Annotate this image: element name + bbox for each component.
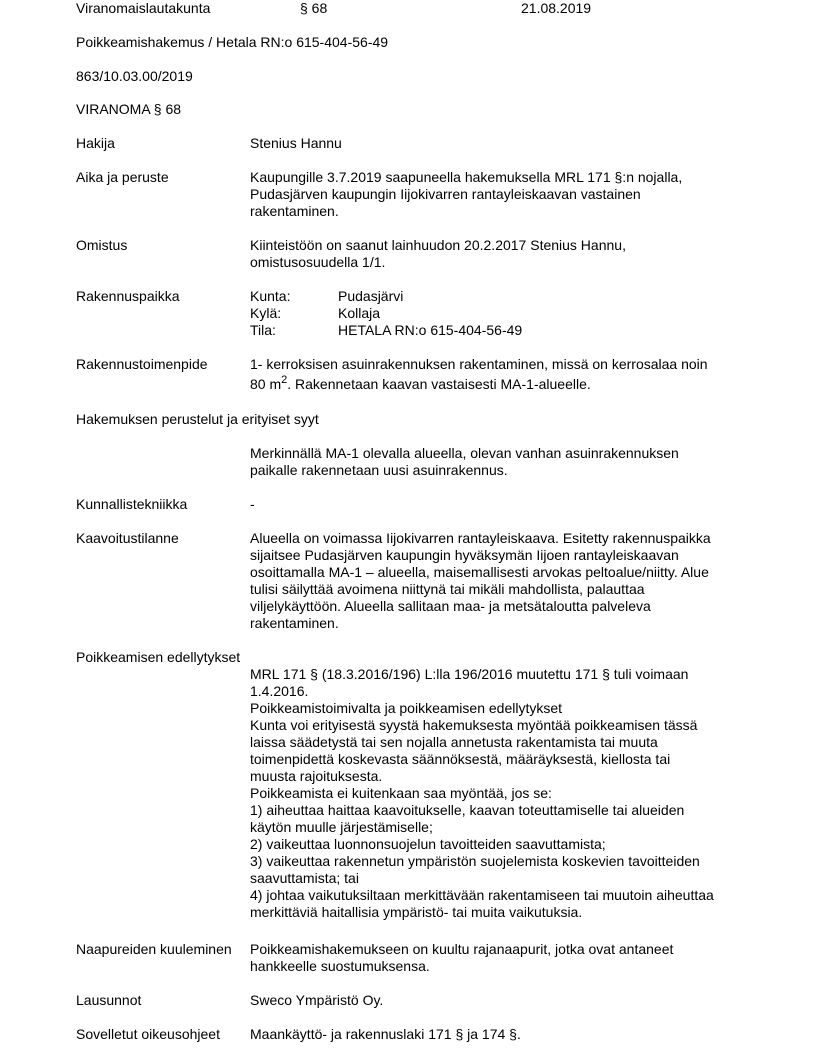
- header-section: § 68: [300, 0, 328, 16]
- text-line: toimenpidettä koskevasta säännöksestä, määräyksestä, kiellosta tai: [250, 751, 671, 767]
- time-basis-text: [250, 169, 740, 220]
- text-line: Poikkeamishakemukseen on kuultu rajanaapurit, jotka ovat antaneet: [250, 941, 674, 957]
- text-line: 1) aiheuttaa haittaa kaavoitukselle, kaavan toteuttamiselle tai alueiden: [250, 802, 685, 818]
- site-estate-value: HETALA RN:o 615-404-56-49: [338, 322, 523, 338]
- ownership-text: [250, 237, 740, 271]
- construction-measure-line2: [250, 376, 591, 393]
- municipal-engineering-label: Kunnallistekniikka: [76, 496, 188, 512]
- applied-law-value: Maankäyttö- ja rakennuslaki 171 § ja 174 §.: [250, 1026, 521, 1042]
- text-line: Merkinnällä MA-1 olevalla alueella, olevan vanhan asuinrakennuksen: [250, 445, 679, 461]
- text-line: omistusosuudella 1/1.: [250, 254, 386, 270]
- text-line: hankkeelle suostumuksensa.: [250, 958, 430, 974]
- construction-measure-line1: 1- kerroksisen asuinrakennuksen rakentaminen, missä on kerrosalaa noin: [250, 356, 708, 372]
- text-line: Kiinteistöön on saanut lainhuudon 20.2.2017 Stenius Hannu,: [250, 237, 626, 253]
- applicant-value: Stenius Hannu: [250, 135, 342, 151]
- text-line: MRL 171 § (18.3.2016/196) L:lla 196/2016 muutettu 171 § tuli voimaan: [250, 666, 689, 682]
- text-line: laissa säädetystä tai sen nojalla annetusta rakentamista tai muuta: [250, 734, 658, 750]
- text-line: 2) vaikeuttaa luonnonsuojelun tavoitteiden saavuttamista;: [250, 836, 606, 852]
- header-date: 21.08.2019: [521, 0, 592, 16]
- area-unit-superscript: 2: [281, 374, 288, 386]
- time-basis-label: Aika ja peruste: [76, 169, 169, 185]
- exemption-conditions-text: [250, 666, 740, 921]
- subject-line: Poikkeamishakemus / Hetala RN:o 615-404-56-49: [76, 34, 389, 50]
- site-village-value: Kollaja: [338, 305, 381, 321]
- text-line: muusta rajoituksesta.: [250, 768, 383, 784]
- application-grounds-text: [250, 445, 740, 479]
- text-line: 3) vaikeuttaa rakennetun ympäristön suojelemista koskevien tavoitteiden: [250, 853, 700, 869]
- text-line: Poikkeamistoimivalta ja poikkeamisen edellytykset: [250, 700, 563, 716]
- text-line: sijaitsee Pudasjärven kaupungin hyväksymän Iijoen rantayleiskaavan: [250, 547, 679, 563]
- text-line: rakentaminen.: [250, 203, 339, 219]
- building-site-label: Rakennuspaikka: [76, 288, 180, 304]
- neighbor-consultation-text: [250, 941, 740, 975]
- site-estate-key: Tila:: [250, 322, 276, 338]
- text-line: 1.4.2016.: [250, 683, 309, 699]
- zoning-status-label: Kaavoitustilanne: [76, 530, 179, 546]
- text-line: merkittäviä haitallisia ympäristö- tai muita vaikutuksia.: [250, 904, 583, 920]
- municipal-engineering-value: -: [250, 496, 255, 512]
- text-line: viljelykäyttöön. Alueella sallitaan maa- ja metsätaloutta palveleva: [250, 598, 651, 614]
- applicant-label: Hakija: [76, 135, 115, 151]
- area-value: 80 m: [250, 376, 282, 392]
- site-village-key: Kylä:: [250, 305, 282, 321]
- text-line: tulisi säilyttää avoimena niittynä tai mikäli mahdollista, palauttaa: [250, 581, 645, 597]
- header-body: Viranomaislautakunta: [76, 0, 211, 16]
- text-line: saavuttamista; tai: [250, 870, 359, 886]
- measure-continuation: . Rakennetaan kaavan vastaisesti MA-1-alueelle.: [287, 376, 591, 392]
- text-line: Poikkeamista ei kuitenkaan saa myöntää, jos se:: [250, 785, 552, 801]
- text-line: käytön muulle järjestämiselle;: [250, 819, 433, 835]
- neighbor-consultation-label: Naapureiden kuuleminen: [76, 941, 232, 957]
- application-grounds-label: Hakemuksen perustelut ja erityiset syyt: [76, 411, 319, 427]
- site-municipality-key: Kunta:: [250, 288, 291, 304]
- authority-reference: VIRANOMA § 68: [76, 101, 182, 117]
- text-line: Alueella on voimassa Iijokivarren rantayleiskaava. Esitetty rakennuspaikka: [250, 530, 711, 546]
- text-line: 4) johtaa vaikutuksiltaan merkittävään rakentamiseen tai muutoin aiheuttaa: [250, 887, 714, 903]
- text-line: osoittamalla MA-1 – alueella, maisemallisesti arvokas peltoalue/niitty. Alue: [250, 564, 709, 580]
- text-line: Kunta voi erityisestä syystä hakemuksesta myöntää poikkeamisen tässä: [250, 717, 698, 733]
- exemption-conditions-label: Poikkeamisen edellytykset: [76, 649, 241, 665]
- statements-label: Lausunnot: [76, 992, 142, 1008]
- zoning-status-text: [250, 530, 740, 632]
- text-line: Pudasjärven kaupungin Iijokivarren rantayleiskaavan vastainen: [250, 186, 641, 202]
- ownership-label: Omistus: [76, 237, 128, 253]
- text-line: paikalle rakennetaan uusi asuinrakennus.: [250, 462, 508, 478]
- site-municipality-value: Pudasjärvi: [338, 288, 404, 304]
- text-line: Kaupungille 3.7.2019 saapuneella hakemuksella MRL 171 §:n nojalla,: [250, 169, 683, 185]
- applied-law-label: Sovelletut oikeusohjeet: [76, 1026, 220, 1042]
- construction-measure-label: Rakennustoimenpide: [76, 356, 208, 372]
- statements-value: Sweco Ympäristö Oy.: [250, 992, 384, 1008]
- text-line: rakentaminen.: [250, 615, 339, 631]
- reference-number: 863/10.03.00/2019: [76, 68, 193, 84]
